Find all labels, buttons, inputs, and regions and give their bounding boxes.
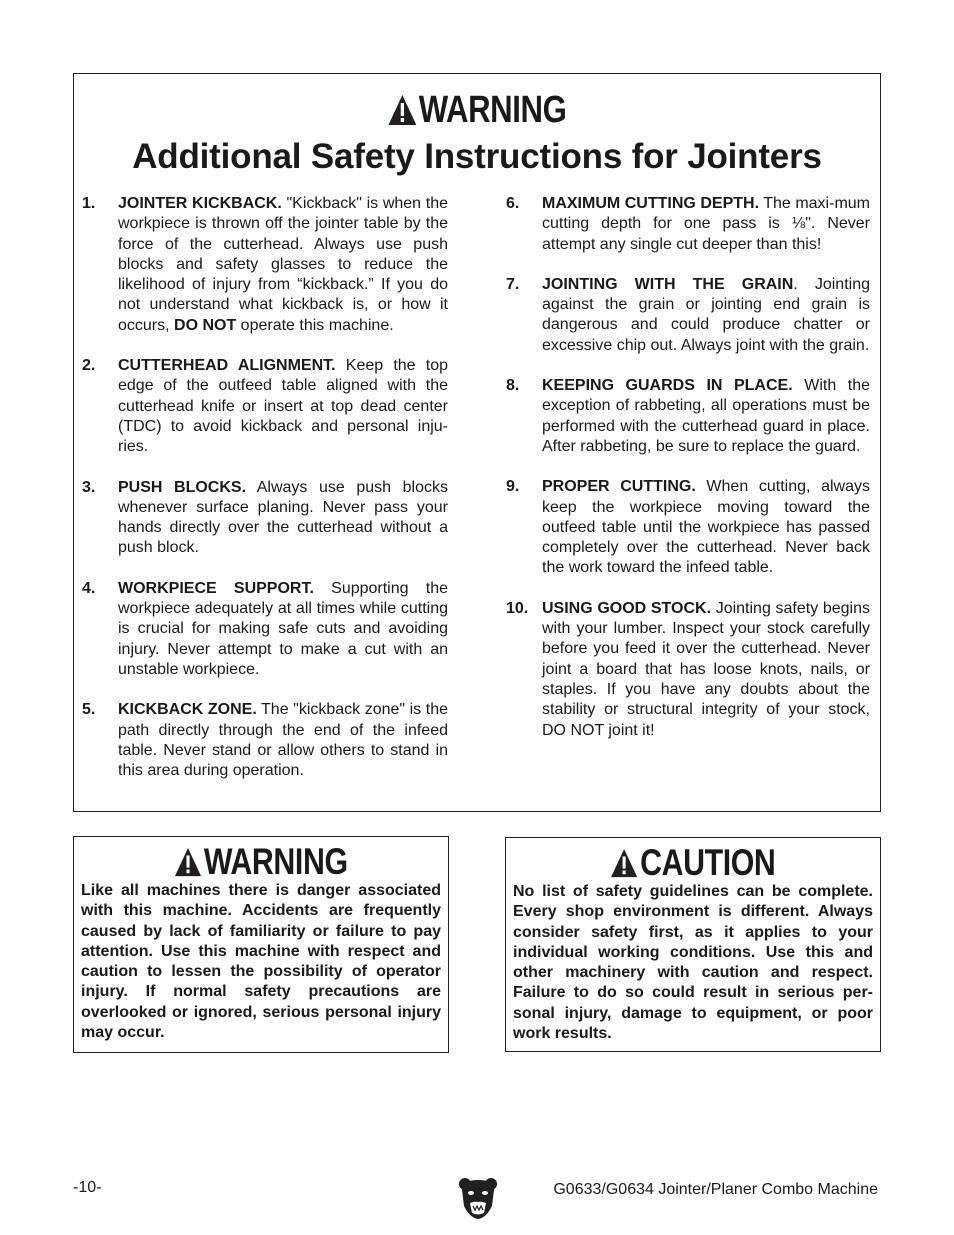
warning-triangle-icon [611, 848, 639, 878]
warning-notice-box [73, 836, 449, 1053]
item-text: The "kickback zone" is the path directly through the end of the infeed table. Never stand or allow others to stand in this area during operation. [118, 701, 448, 780]
item-heading: MAXIMUM CUTTING DEPTH. [542, 195, 760, 212]
safety-instructions-box [73, 73, 881, 812]
item-number: 10. [506, 599, 529, 617]
instruction-item [82, 356, 448, 457]
instruction-item [82, 194, 448, 336]
item-number: 8. [506, 377, 520, 395]
item-text: "Kickback" is when the workpiece is thrown off the jointer table by the force of the cutterhead. Always use push blocks and safety glasses to reduce the likelihood of injury from “kickback.” If you do not understand what kickback is, or how it occurs, [118, 195, 448, 334]
item-number: 9. [506, 478, 520, 496]
item-number: 5. [82, 701, 96, 719]
item-heading: CUTTERHEAD ALIGNMENT. [118, 357, 336, 375]
item-body [542, 477, 870, 578]
item-heading: PROPER CUTTING. [542, 478, 696, 496]
item-text: When cutting, always keep the workpiece moving toward the outfeed table until the workpiece has passed completely over the cutterhead. Never back the work toward the infeed table. [542, 478, 870, 577]
item-heading: PUSH BLOCKS. [118, 478, 247, 496]
item-number: 4. [82, 579, 96, 597]
item-heading: JOINTER KICKBACK. [118, 195, 282, 212]
item-text: The maxi-mum cutting depth for one pass is ⅛". Never attempt any single cut deeper than this! [542, 195, 870, 253]
item-number: 2. [82, 357, 96, 375]
warning-banner [108, 841, 415, 883]
item-text: Always use push blocks whenever surface planing. Never pass your hands directly over the cutterhead without a push block. [118, 478, 449, 557]
item-text: . Jointing against the grain or jointing end grain is dangerous and could produce chatter or excessive chip out. Always joint with the grain. [542, 275, 870, 354]
instruction-item [82, 478, 448, 559]
item-heading: KICKBACK ZONE. [118, 701, 257, 719]
manual-title: G0633/G0634 Jointer/Planer Combo Machine [553, 1181, 878, 1198]
caution-label: CAUTION [640, 842, 776, 883]
caution-banner [540, 842, 847, 884]
bear-head-icon [458, 1176, 498, 1220]
item-body [118, 194, 448, 336]
instruction-item [82, 700, 448, 781]
item-text: Supporting the workpiece adequately at all times while cutting is crucial for making safe cuts and avoiding injury. Never attempt to make a cut with an unstable workpiece. [118, 579, 448, 678]
instruction-item [82, 579, 448, 680]
warning-label: WARNING [418, 88, 567, 131]
instruction-item [506, 376, 870, 457]
item-text: With the exception of rabbeting, all operations must be performed with the cutterhead guard in place. After rabbeting, be sure to replace the guard. [542, 377, 871, 455]
item-number: 7. [506, 275, 520, 293]
item-heading: JOINTING WITH THE GRAIN [542, 275, 794, 293]
instruction-item [506, 194, 870, 255]
warning-text: Like all machines there is danger associated with this machine. Accidents are frequently caused by lack of familiarity or failure to pay attention. Use this machine with respect and caution to lessen the possibility of operator injury. If normal safety precautions are overlooked or ignored, serious personal injury may occur. [81, 882, 441, 1042]
item-body [118, 478, 448, 559]
instruction-item [506, 599, 870, 741]
item-body [542, 599, 870, 741]
item-number: 1. [82, 195, 96, 212]
item-heading: WORKPIECE SUPPORT. [118, 579, 314, 597]
item-heading: KEEPING GUARDS IN PLACE. [542, 377, 793, 395]
warning-triangle-icon [174, 847, 202, 877]
instruction-item [506, 477, 870, 578]
caution-text: No list of safety guidelines can be complete. Every shop environment is different. Always consider safety first, as it applies to your individual working conditions. Use this and other machinery with caution and respect. Failure to do so could result in serious per-sonal injury, damage to equipment, or poor work results. [513, 883, 873, 1043]
item-body [118, 356, 448, 457]
item-heading: USING GOOD STOCK. [542, 599, 712, 617]
left-column [82, 194, 448, 801]
item-text: Keep the top edge of the outfeed table aligned with the cutterhead knife or insert at top dead center (TDC) to avoid kickback and personal inju-ries. [118, 357, 449, 456]
item-body [542, 275, 870, 356]
item-body [118, 579, 448, 680]
caution-notice-box [505, 837, 881, 1052]
instruction-item [506, 275, 870, 356]
item-body [118, 700, 448, 781]
warning-banner [147, 88, 808, 132]
item-text-tail: operate this machine. [236, 316, 394, 334]
warning-triangle-icon [388, 94, 418, 126]
item-text: Jointing safety begins with your lumber. Inspect your stock carefully before you feed it over the cutterhead. Never joint a board that has loose knots, nails, or staples. If you have any doubts about the stability or structural integrity of your stock, DO NOT joint it! [542, 599, 871, 739]
item-body [542, 376, 870, 457]
item-number: 6. [506, 195, 520, 212]
page-number: -10- [73, 1179, 102, 1196]
page-title: Additional Safety Instructions for Jointers [132, 137, 822, 176]
item-body [542, 194, 870, 255]
item-emphasis: DO NOT [174, 316, 237, 334]
item-number: 3. [82, 478, 96, 496]
warning-label: WARNING [203, 841, 348, 882]
right-column [506, 194, 870, 761]
